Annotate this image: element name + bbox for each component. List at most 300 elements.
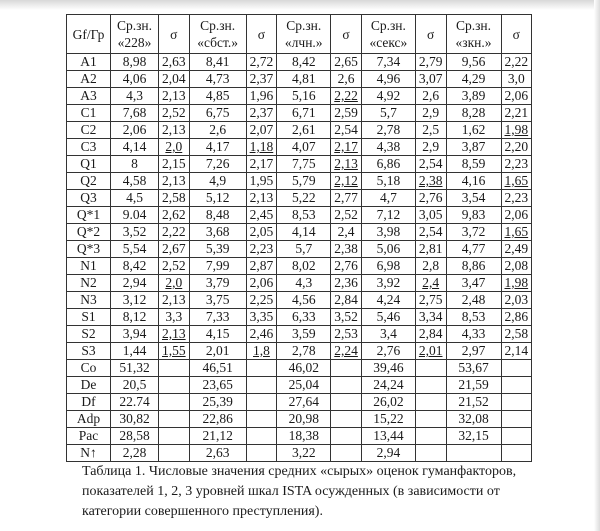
row-label: N2 xyxy=(67,275,111,292)
table-cell: 5,06 xyxy=(361,241,415,258)
table-cell xyxy=(246,360,277,377)
results-table xyxy=(66,14,532,462)
table-cell: 9,56 xyxy=(446,54,501,71)
table-cell: 2,81 xyxy=(415,241,446,258)
table-row xyxy=(67,411,532,428)
table-cell: 3,54 xyxy=(446,190,501,207)
caption-line-2: показателей 1, 2, 3 уровней шкал ISTA осужденных (в зависимости от xyxy=(82,484,500,499)
table-cell xyxy=(159,377,190,394)
table-cell: 2,06 xyxy=(501,207,532,224)
table-cell: 2,6 xyxy=(331,71,362,88)
table-cell: 2,23 xyxy=(501,190,532,207)
header-cell: Ср.зн. «228» xyxy=(111,15,159,54)
table-cell: 2,52 xyxy=(331,207,362,224)
table-cell: 3,94 xyxy=(111,326,159,343)
table-cell: 1,65 xyxy=(501,224,532,241)
table-cell: 2,63 xyxy=(189,445,246,462)
table-row xyxy=(67,326,532,343)
table-cell: 8,86 xyxy=(446,258,501,275)
table-cell xyxy=(159,445,190,462)
table-cell: 2,08 xyxy=(501,258,532,275)
table-cell: 2,38 xyxy=(331,241,362,258)
header-cell: Ср.зн. «зкн.» xyxy=(446,15,501,54)
table-cell: 5,39 xyxy=(189,241,246,258)
caption-line-1: Таблица 1. Числовые значения средних «сырых» оценок гуманфакторов, xyxy=(82,464,517,479)
table-cell: 2,6 xyxy=(189,122,246,139)
table-cell: 2,15 xyxy=(159,156,190,173)
table-cell: 7,12 xyxy=(361,207,415,224)
table-cell: 2,38 xyxy=(415,173,446,190)
table-cell: 2,37 xyxy=(246,71,277,88)
table-cell: 8,53 xyxy=(446,309,501,326)
table-cell: 2,22 xyxy=(331,88,362,105)
table-cell: 5,79 xyxy=(277,173,331,190)
table-cell xyxy=(331,411,362,428)
table-cell: 2,06 xyxy=(501,88,532,105)
table-cell: 5,54 xyxy=(111,241,159,258)
table-cell: 2,13 xyxy=(159,122,190,139)
table-cell xyxy=(415,445,446,462)
table-row xyxy=(67,122,532,139)
table-cell: 1,55 xyxy=(159,343,190,360)
table-cell: 9.04 xyxy=(111,207,159,224)
table-row xyxy=(67,428,532,445)
table-cell: 5,12 xyxy=(189,190,246,207)
table-row xyxy=(67,88,532,105)
table-cell: 2,03 xyxy=(501,292,532,309)
table-cell xyxy=(501,411,532,428)
table-cell: 2,63 xyxy=(159,54,190,71)
table-cell: 2,49 xyxy=(501,241,532,258)
table-cell: 7,26 xyxy=(189,156,246,173)
table-cell: 5,16 xyxy=(277,88,331,105)
table-cell: 5,22 xyxy=(277,190,331,207)
table-row xyxy=(67,275,532,292)
table-cell: 6,75 xyxy=(189,105,246,122)
table-cell: 21,59 xyxy=(446,377,501,394)
table-row xyxy=(67,224,532,241)
table-cell: 2,76 xyxy=(361,343,415,360)
table-cell: 2,4 xyxy=(331,224,362,241)
table-cell: 2,59 xyxy=(331,105,362,122)
table-cell: 21,52 xyxy=(446,394,501,411)
row-label: S3 xyxy=(67,343,111,360)
table-cell: 2,07 xyxy=(246,122,277,139)
table-row xyxy=(67,394,532,411)
table-cell: 9,83 xyxy=(446,207,501,224)
row-label: S1 xyxy=(67,309,111,326)
table-cell: 18,38 xyxy=(277,428,331,445)
table-cell: 2,0 xyxy=(159,139,190,156)
table-cell: 4,17 xyxy=(189,139,246,156)
table-cell: 3,87 xyxy=(446,139,501,156)
table-cell: 4,33 xyxy=(446,326,501,343)
table-cell: 2,04 xyxy=(159,71,190,88)
table-cell: 6,86 xyxy=(361,156,415,173)
table-cell: 2,0 xyxy=(159,275,190,292)
row-label: Df xyxy=(67,394,111,411)
table-cell: 3,0 xyxy=(501,71,532,88)
table-cell: 2,13 xyxy=(331,156,362,173)
table-cell: 2,54 xyxy=(331,122,362,139)
row-label: De xyxy=(67,377,111,394)
table-row xyxy=(67,292,532,309)
table-cell: 3,75 xyxy=(189,292,246,309)
header-factor-group: Gf/Гр xyxy=(67,15,111,54)
table-cell: 3,98 xyxy=(361,224,415,241)
table-cell: 2,13 xyxy=(159,173,190,190)
table-cell xyxy=(246,377,277,394)
table-cell: 7,33 xyxy=(189,309,246,326)
table-cell: 2,67 xyxy=(159,241,190,258)
table-cell: 2,5 xyxy=(415,122,446,139)
table-cell: 13,44 xyxy=(361,428,415,445)
table-cell: 3,4 xyxy=(361,326,415,343)
table-cell: 23,65 xyxy=(189,377,246,394)
table-cell: 2,84 xyxy=(331,292,362,309)
table-cell xyxy=(331,377,362,394)
table-cell: 4,73 xyxy=(189,71,246,88)
table-cell: 2,06 xyxy=(111,122,159,139)
row-label: Q*3 xyxy=(67,241,111,258)
table-cell: 4,85 xyxy=(189,88,246,105)
table-cell: 15,22 xyxy=(361,411,415,428)
table-cell: 32,15 xyxy=(446,428,501,445)
table-cell: 2,8 xyxy=(415,258,446,275)
table-cell xyxy=(246,394,277,411)
table-cell: 2,94 xyxy=(111,275,159,292)
table-cell: 2,9 xyxy=(415,139,446,156)
table-cell: 3,79 xyxy=(189,275,246,292)
table-cell: 26,02 xyxy=(361,394,415,411)
table-cell xyxy=(501,394,532,411)
table-cell: 2,13 xyxy=(159,292,190,309)
table-cell: 30,82 xyxy=(111,411,159,428)
table-cell: 2,52 xyxy=(159,105,190,122)
table-cell: 2,14 xyxy=(501,343,532,360)
table-row xyxy=(67,258,532,275)
table-cell: 3,47 xyxy=(446,275,501,292)
table-cell: 4,16 xyxy=(446,173,501,190)
table-cell: 8,48 xyxy=(189,207,246,224)
table-cell: 7,99 xyxy=(189,258,246,275)
table-cell: 46,02 xyxy=(277,360,331,377)
table-cell: 3,22 xyxy=(277,445,331,462)
table-cell: 1,62 xyxy=(446,122,501,139)
table-cell: 2,72 xyxy=(246,54,277,71)
row-label: N1 xyxy=(67,258,111,275)
table-cell: 2,86 xyxy=(501,309,532,326)
table-cell xyxy=(415,428,446,445)
table-cell: 3,92 xyxy=(361,275,415,292)
row-label: C3 xyxy=(67,139,111,156)
table-cell: 2,54 xyxy=(415,156,446,173)
table-cell: 25,04 xyxy=(277,377,331,394)
table-cell: 2,45 xyxy=(246,207,277,224)
table-cell: 4,92 xyxy=(361,88,415,105)
row-label: C2 xyxy=(67,122,111,139)
table-row xyxy=(67,309,532,326)
row-label: Q*2 xyxy=(67,224,111,241)
table-cell: 2,13 xyxy=(159,88,190,105)
table-cell: 2,58 xyxy=(501,326,532,343)
table-cell: 4,15 xyxy=(189,326,246,343)
table-cell: 2,23 xyxy=(246,241,277,258)
row-label: A2 xyxy=(67,71,111,88)
table-cell: 4,5 xyxy=(111,190,159,207)
header-cell: σ xyxy=(331,15,362,54)
table-cell: 4,14 xyxy=(111,139,159,156)
table-cell: 2,48 xyxy=(446,292,501,309)
table-cell: 2,78 xyxy=(277,343,331,360)
table-cell: 2,52 xyxy=(159,258,190,275)
table-cell: 4,7 xyxy=(361,190,415,207)
row-label: Pac xyxy=(67,428,111,445)
table-cell: 4,29 xyxy=(446,71,501,88)
header-cell: σ xyxy=(501,15,532,54)
table-cell: 3,59 xyxy=(277,326,331,343)
table-cell: 3,07 xyxy=(415,71,446,88)
row-label: Co xyxy=(67,360,111,377)
table-cell: 2,28 xyxy=(111,445,159,462)
table-cell: 4,06 xyxy=(111,71,159,88)
table-row xyxy=(67,343,532,360)
table-cell: 3,12 xyxy=(111,292,159,309)
table-caption xyxy=(82,462,562,522)
table-cell: 20,5 xyxy=(111,377,159,394)
table-cell: 2,77 xyxy=(331,190,362,207)
table-cell: 4,58 xyxy=(111,173,159,190)
table-cell: 2,37 xyxy=(246,105,277,122)
table-cell: 1,18 xyxy=(246,139,277,156)
table-cell: 1,65 xyxy=(501,173,532,190)
table-cell xyxy=(415,411,446,428)
table-cell xyxy=(415,360,446,377)
table-cell: 5,7 xyxy=(277,241,331,258)
table-cell: 6,98 xyxy=(361,258,415,275)
row-label: A3 xyxy=(67,88,111,105)
table-cell: 2,25 xyxy=(246,292,277,309)
header-cell: σ xyxy=(246,15,277,54)
table-cell: 3,3 xyxy=(159,309,190,326)
table-row xyxy=(67,173,532,190)
table-cell: 6,33 xyxy=(277,309,331,326)
table-row xyxy=(67,360,532,377)
table-cell: 6,71 xyxy=(277,105,331,122)
table-cell: 32,08 xyxy=(446,411,501,428)
table-cell xyxy=(246,445,277,462)
row-label: A1 xyxy=(67,54,111,71)
table-cell: 4,81 xyxy=(277,71,331,88)
table-cell: 8,98 xyxy=(111,54,159,71)
table-cell: 5,7 xyxy=(361,105,415,122)
table-body xyxy=(67,54,532,462)
table-cell: 2,4 xyxy=(415,275,446,292)
table-row xyxy=(67,156,532,173)
header-cell: Ср.зн. «секс» xyxy=(361,15,415,54)
table-cell xyxy=(501,377,532,394)
table-cell: 4,38 xyxy=(361,139,415,156)
table-cell: 2,65 xyxy=(331,54,362,71)
table-cell: 1,95 xyxy=(246,173,277,190)
table-cell: 2,87 xyxy=(246,258,277,275)
table-row xyxy=(67,71,532,88)
row-label: C1 xyxy=(67,105,111,122)
table-cell: 22.74 xyxy=(111,394,159,411)
table-cell: 3,52 xyxy=(111,224,159,241)
table-cell: 3,34 xyxy=(415,309,446,326)
table-cell: 39,46 xyxy=(361,360,415,377)
table-cell xyxy=(331,445,362,462)
table-cell: 4,3 xyxy=(277,275,331,292)
table-cell: 2,17 xyxy=(246,156,277,173)
table-cell: 2,94 xyxy=(361,445,415,462)
table-cell xyxy=(246,411,277,428)
table-cell xyxy=(501,360,532,377)
table-cell: 2,97 xyxy=(446,343,501,360)
table-cell: 2,05 xyxy=(246,224,277,241)
table-cell: 24,24 xyxy=(361,377,415,394)
table-cell: 2,76 xyxy=(331,258,362,275)
table-cell xyxy=(446,445,501,462)
table-cell: 1,98 xyxy=(501,122,532,139)
table-cell: 4,96 xyxy=(361,71,415,88)
table-cell: 2,01 xyxy=(415,343,446,360)
row-label: Q2 xyxy=(67,173,111,190)
table-cell xyxy=(159,394,190,411)
table-cell: 4,14 xyxy=(277,224,331,241)
table-cell: 8 xyxy=(111,156,159,173)
header-cell: Ср.зн. «лчн.» xyxy=(277,15,331,54)
table-cell: 2,9 xyxy=(415,105,446,122)
table-cell: 4,24 xyxy=(361,292,415,309)
table-cell xyxy=(501,428,532,445)
table-cell: 4,56 xyxy=(277,292,331,309)
table-cell: 28,58 xyxy=(111,428,159,445)
table-cell: 22,86 xyxy=(189,411,246,428)
table-cell: 4,07 xyxy=(277,139,331,156)
table-cell: 2,46 xyxy=(246,326,277,343)
table-cell: 2,13 xyxy=(246,190,277,207)
table-cell: 4,9 xyxy=(189,173,246,190)
row-label: Q3 xyxy=(67,190,111,207)
table-cell: 25,39 xyxy=(189,394,246,411)
table-row xyxy=(67,190,532,207)
table-row xyxy=(67,139,532,156)
table-cell: 7,34 xyxy=(361,54,415,71)
table-cell xyxy=(415,394,446,411)
page-top-shadow xyxy=(0,0,600,10)
header-cell: σ xyxy=(415,15,446,54)
table-cell xyxy=(501,445,532,462)
table-header xyxy=(67,15,532,54)
table-cell: 4,77 xyxy=(446,241,501,258)
table-cell: 8,53 xyxy=(277,207,331,224)
table-cell: 20,98 xyxy=(277,411,331,428)
table-cell: 2,23 xyxy=(501,156,532,173)
table-cell xyxy=(159,411,190,428)
table-cell: 3,68 xyxy=(189,224,246,241)
table-cell: 27,64 xyxy=(277,394,331,411)
table-cell: 2,01 xyxy=(189,343,246,360)
table-cell: 7,75 xyxy=(277,156,331,173)
table-cell: 7,68 xyxy=(111,105,159,122)
table-cell: 2,62 xyxy=(159,207,190,224)
table-cell xyxy=(331,394,362,411)
row-label: N↑ xyxy=(67,445,111,462)
table-cell xyxy=(331,360,362,377)
table-cell xyxy=(246,428,277,445)
table-cell: 3,89 xyxy=(446,88,501,105)
table-cell xyxy=(159,360,190,377)
table-cell: 3,05 xyxy=(415,207,446,224)
table-cell xyxy=(415,377,446,394)
table-cell: 8,28 xyxy=(446,105,501,122)
table-row xyxy=(67,377,532,394)
table-cell: 2,24 xyxy=(331,343,362,360)
table-cell: 5,18 xyxy=(361,173,415,190)
table-cell: 2,22 xyxy=(501,54,532,71)
table-cell: 2,6 xyxy=(415,88,446,105)
table-cell: 8,02 xyxy=(277,258,331,275)
table-cell: 2,22 xyxy=(159,224,190,241)
header-row xyxy=(67,15,532,54)
table-cell: 5,46 xyxy=(361,309,415,326)
table-cell: 8,42 xyxy=(111,258,159,275)
row-label: Q*1 xyxy=(67,207,111,224)
table-cell: 2,79 xyxy=(415,54,446,71)
table-row xyxy=(67,54,532,71)
header-cell: σ xyxy=(159,15,190,54)
table-row xyxy=(67,105,532,122)
table-cell: 2,53 xyxy=(331,326,362,343)
table-cell: 8,42 xyxy=(277,54,331,71)
table-cell xyxy=(159,428,190,445)
table-cell: 2,36 xyxy=(331,275,362,292)
table-cell: 2,84 xyxy=(415,326,446,343)
table-cell: 51,32 xyxy=(111,360,159,377)
table-cell: 1,8 xyxy=(246,343,277,360)
table-cell: 2,21 xyxy=(501,105,532,122)
table-cell: 46,51 xyxy=(189,360,246,377)
table-cell: 2,58 xyxy=(159,190,190,207)
header-cell: Ср.зн. «сбст.» xyxy=(189,15,246,54)
table-cell: 21,12 xyxy=(189,428,246,445)
table-cell: 2,06 xyxy=(246,275,277,292)
table-cell: 8,12 xyxy=(111,309,159,326)
table-cell: 4,3 xyxy=(111,88,159,105)
table-cell: 8,59 xyxy=(446,156,501,173)
table-cell xyxy=(331,428,362,445)
page-right-shadow xyxy=(594,0,600,531)
table-cell: 2,76 xyxy=(415,190,446,207)
table-cell: 1,98 xyxy=(501,275,532,292)
row-label: Q1 xyxy=(67,156,111,173)
table-cell: 3,72 xyxy=(446,224,501,241)
table-cell: 8,41 xyxy=(189,54,246,71)
table-cell: 3,52 xyxy=(331,309,362,326)
table-row xyxy=(67,241,532,258)
table-cell: 2,75 xyxy=(415,292,446,309)
table-cell: 2,78 xyxy=(361,122,415,139)
row-label: Adp xyxy=(67,411,111,428)
table-cell: 1,96 xyxy=(246,88,277,105)
caption-line-3: категории совершенного преступления). xyxy=(82,504,323,519)
table-cell: 1,44 xyxy=(111,343,159,360)
table-cell: 2,12 xyxy=(331,173,362,190)
table-cell: 2,20 xyxy=(501,139,532,156)
table-cell: 3,35 xyxy=(246,309,277,326)
